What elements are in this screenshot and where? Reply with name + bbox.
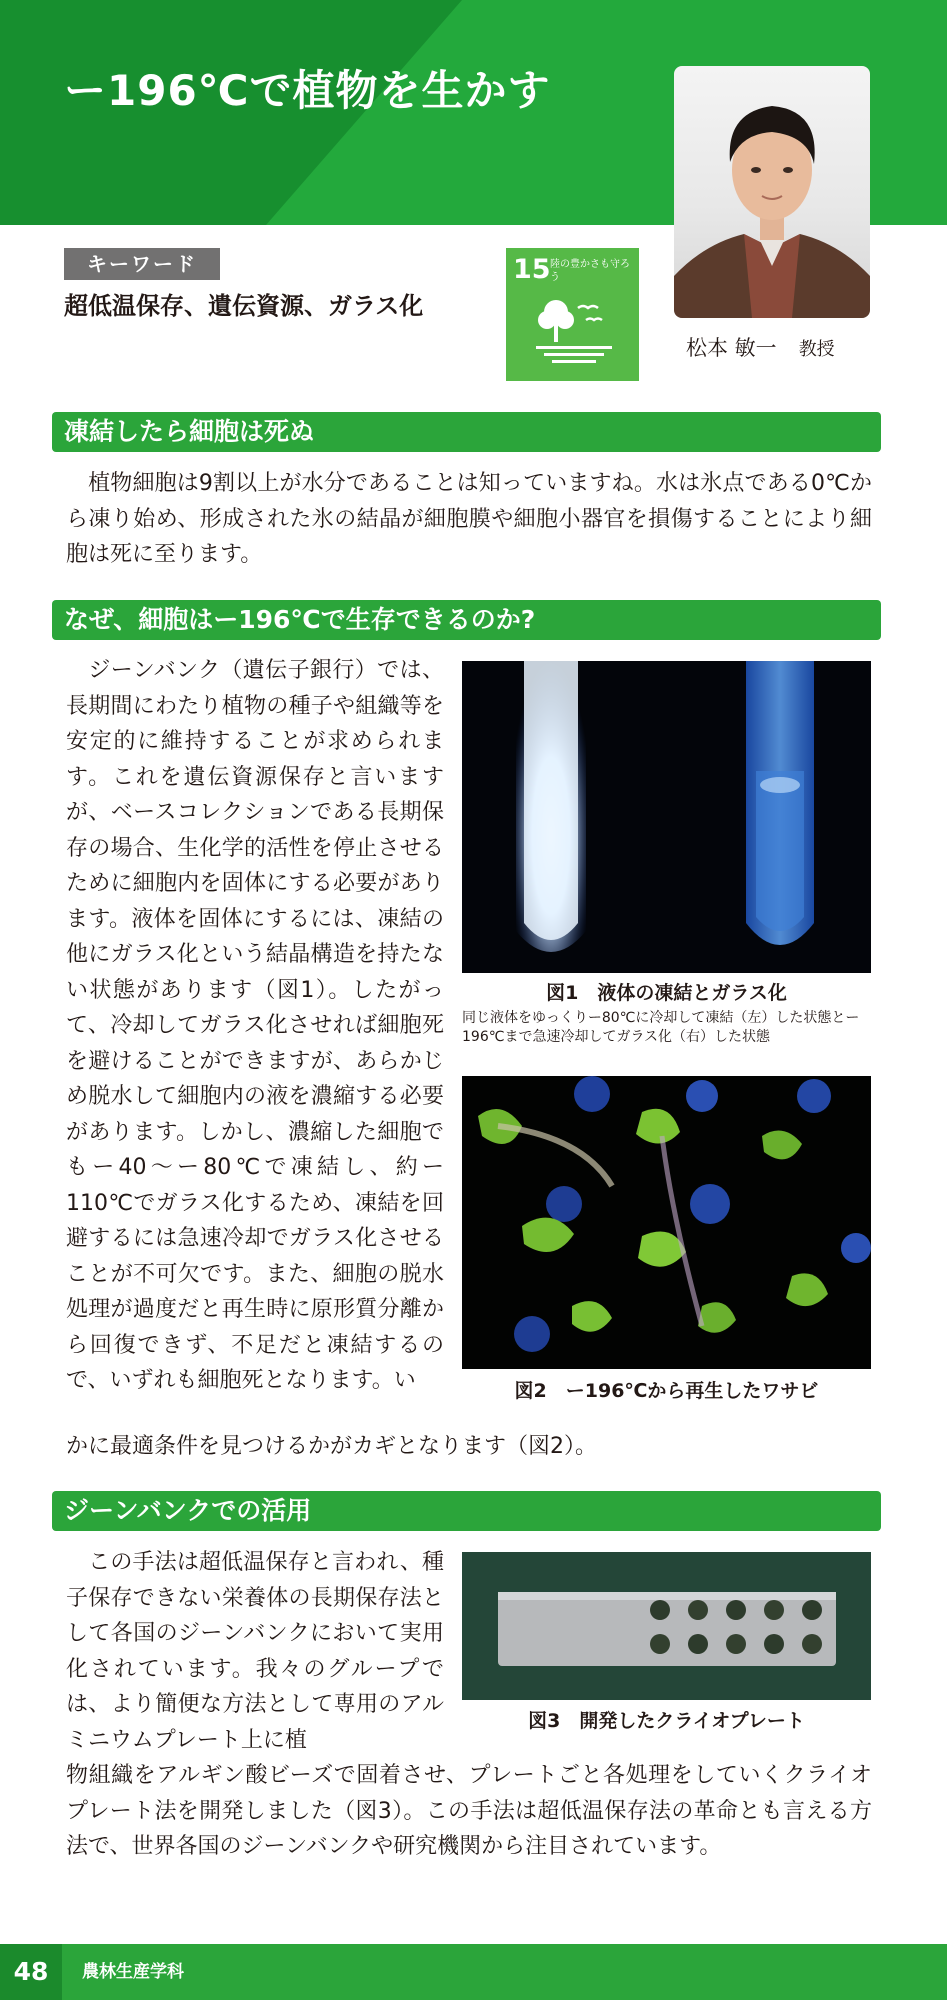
paragraph-text: この手法は超低温保存と言われ、種子保存できない栄養体の長期保存法として各国のジーンバンクにおいて実用化されています。我々のグループでは、より簡便な方法として専用のアルミニウムプレート上に植 [66,1550,444,1753]
section-heading-survival: なぜ、細胞はー196℃で生存できるのか? [52,600,881,640]
figure-1-description: 同じ液体をゆっくりー80℃に冷却して凍結（左）した状態とー196℃まで急速冷却してガラス化（右）した状態 [462,1010,860,1045]
section-body-freezing [66,466,872,573]
figure-3-caption [462,1706,871,1733]
footer-band [0,1944,947,2000]
paragraph-text: ジーンバンク（遺伝子銀行）では、長期間にわたり植物の種子や組織等を安定的に維持することが求められます。これを遺伝資源保存と言いますが、ベースコレクションである長期保存の場合、生化学的活性を停止させるために細胞内を固体にする必要があります。液体を固体にするには、凍結の他にガラス化という結晶構造を持たない状態があります（図1）。したがって、冷却してガラス化させれば細胞死を避けることができますが、あらかじめ脱水して細胞内の液を濃縮する必要があります。しかし、濃縮した細胞でもー40〜ー80℃で凍結し、約ー110℃でガラス化するため、凍結を回避するには急速冷却でガラス化させることが不可欠です。また、細胞の脱水処理が過度だと再生時に原形質分離から回復できず、不足だと凍結するので、いずれも細胞死となります。い [66,658,444,1393]
keyword-list: 超低温保存、遺伝資源、ガラス化 [64,292,424,320]
figure-1-photo [462,661,871,973]
professor-name-line [686,332,835,362]
section-body-survival-cont: かに最適条件を見つけるかがカギとなります（図2）。 [66,1434,597,1459]
professor-title: 教授 [798,339,835,360]
figure-1-caption [462,978,871,1047]
figure-2-photo [462,1076,871,1369]
section-heading-freezing: 凍結したら細胞は死ぬ [52,412,881,452]
figure-1-title: 図1 液体の凍結とガラス化 [546,982,787,1004]
department-name: 農林生産学科 [82,1962,184,1982]
page-title: ー196℃で植物を生かす [64,66,551,115]
section-body-survival [66,653,444,1399]
section-heading-genebank: ジーンバンクでの活用 [52,1491,881,1531]
section-body-genebank-cont: 物組織をアルギン酸ビーズで固着させ、プレートごと各処理をしていくクライオプレート法を開発しました（図3）。この手法は超低温保存法の革命とも言える方法で、世界各国のジーンバンクや研究機関から注目されています。 [66,1763,872,1859]
figure-3-title: 図3 開発したクライオプレート [528,1710,805,1732]
sdg-15-icon [506,248,639,381]
sdg-number: 15 [513,254,551,285]
page-number: 48 [0,1944,62,2000]
sdg-label: 陸の豊かさも守ろう [550,259,630,283]
professor-photo [674,66,870,318]
figure-2-caption [462,1376,871,1403]
section-body-genebank [66,1545,444,1758]
professor-name: 松本 敏一 [686,336,777,360]
keyword-badge: キーワード [64,248,220,280]
figure-3-photo [462,1552,871,1700]
paragraph-text: 植物細胞は9割以上が水分であることは知っていますね。水は氷点である0℃から凍り始め、形成された氷の結晶が細胞膜や細胞小器官を損傷することにより細胞は死に至ります。 [66,471,872,567]
figure-2-title: 図2 ー196℃から再生したワサビ [514,1380,819,1402]
